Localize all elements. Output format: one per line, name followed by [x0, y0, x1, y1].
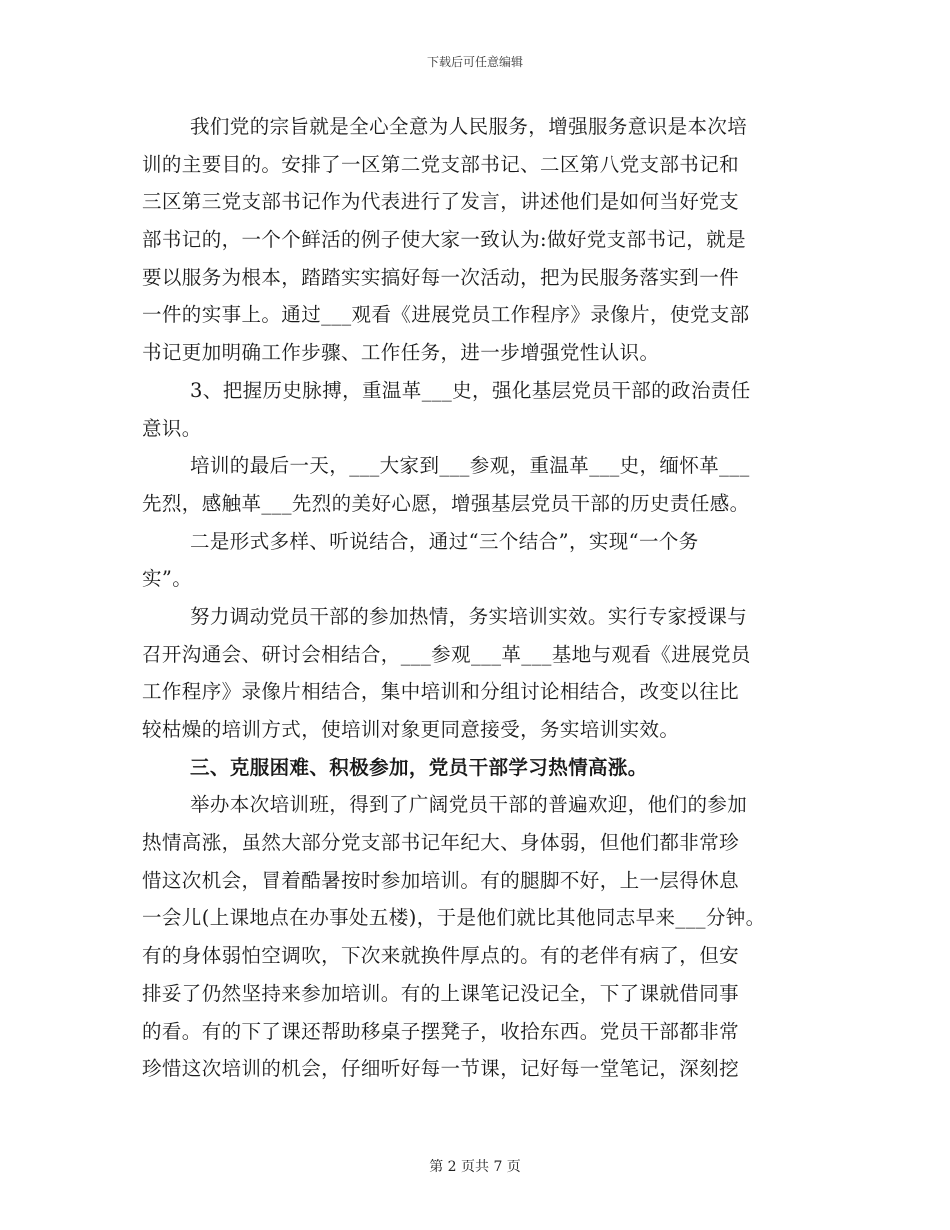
- text-line: 三区第三党支部书记作为代表进行了发言，讲述他们是如何当好党支: [142, 190, 740, 214]
- text-line: 二是形式多样、听说结合，通过“三个结合”，实现“一个务: [190, 529, 699, 553]
- text-line: 惜这次机会，冒着酷暑按时参加培训。有的腿脚不好，上一层得休息: [142, 868, 740, 892]
- text-line: 较枯燥的培训方式，使培训对象更同意接受，务实培训实效。: [142, 718, 680, 741]
- text-line: 要以服务为根本，踏踏实实搞好每一次活动，把为民服务落实到一件: [142, 265, 740, 289]
- text-line: 实”。: [142, 567, 193, 591]
- section-heading: 三、克服困难、积极参加，党员干部学习热情高涨。: [190, 755, 648, 779]
- page-footer: 第 2 页共 7 页: [429, 1159, 521, 1175]
- text-line: 我们党的宗旨就是全心全意为人民服务，增强服务意识是本次培: [190, 115, 748, 138]
- text-line: 有的身体弱怕空调吹，下次来就换件厚点的。有的老伴有病了，但安: [142, 944, 740, 968]
- text-line: 的看。有的下了课还帮助移桌子摆凳子，收拾东西。党员干部都非常: [142, 1019, 740, 1043]
- text-line: 一件的实事上。通过___观看《进展党员工作程序》录像片，使党支部: [142, 303, 750, 327]
- text-line: 书记更加明确工作步骤、工作任务，进一步增强党性认识。: [142, 341, 660, 365]
- text-line: 热情高涨，虽然大部分党支部书记年纪大、身体弱，但他们都非常珍: [142, 831, 740, 855]
- text-line: 意识。: [142, 416, 202, 440]
- text-line: 召开沟通会、研讨会相结合，___参观___革___基地与观看《进展党员: [142, 642, 751, 666]
- text-line: 部书记的，一个个鲜活的例子使大家一致认为:做好党支部书记，就是: [142, 228, 746, 252]
- text-line: 训的主要目的。安排了一区第二党支部书记、二区第八党支部书记和: [142, 152, 740, 176]
- text-line: 努力调动党员干部的参加热情，务实培训实效。实行专家授课与: [190, 604, 748, 628]
- text-line: 举办本次培训班，得到了广阔党员干部的普遍欢迎，他们的参加: [190, 793, 748, 817]
- page-header: 下载后可任意编辑: [426, 55, 523, 69]
- text-line: 培训的最后一天，___大家到___参观，重温革___史，缅怀革___: [190, 454, 750, 478]
- text-line: 珍惜这次培训的机会，仔细听好每一节课，记好每一堂笔记，深刻挖: [142, 1057, 740, 1081]
- text-line: 工作程序》录像片相结合，集中培训和分组讨论相结合，改变以往比: [142, 680, 740, 704]
- text-line: 排妥了仍然坚持来参加培训。有的上课笔记没记全，下了课就借同事: [142, 981, 740, 1005]
- text-line: 先烈，感触革___先烈的美好心愿，增强基层党员干部的历史责任感。: [142, 491, 750, 515]
- text-line: 3、把握历史脉搏，重温革___史，强化基层党员干部的政治责任: [190, 378, 751, 402]
- document-body: [142, 108, 812, 1088]
- text-line: 一会儿(上课地点在办事处五楼)，于是他们就比其他同志早来___分钟。: [142, 906, 766, 930]
